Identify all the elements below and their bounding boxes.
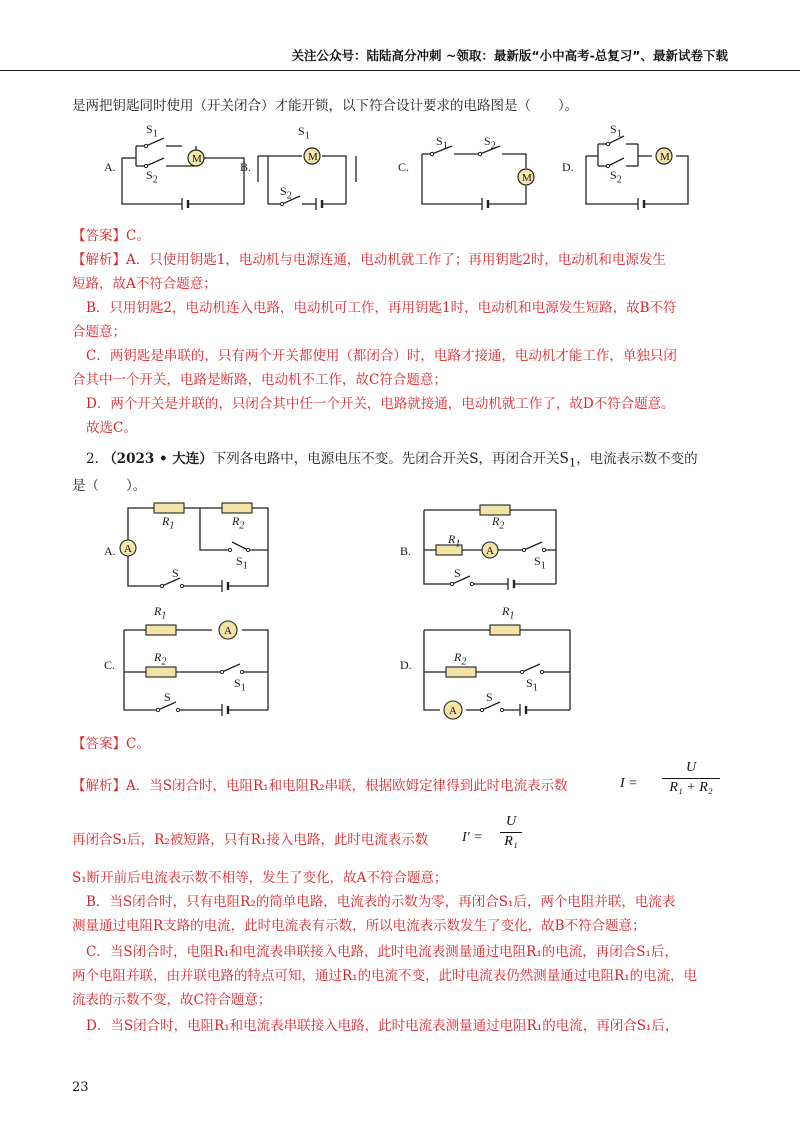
q2-b-r2: $R_2$ xyxy=(492,514,505,532)
page-number: 23 xyxy=(72,1080,89,1095)
q2-stem-2: 是（ ）。 xyxy=(72,478,147,494)
q1-option-a: A. xyxy=(104,160,116,174)
q1-answer: 【答案】C。 xyxy=(72,228,150,244)
q2-d-r2: $R_2$ xyxy=(454,650,467,668)
q1-option-b: B. xyxy=(240,160,252,174)
q1-option-c: C. xyxy=(398,160,410,174)
q1-d-s1: $S_1$ xyxy=(610,122,622,140)
q1-circuit-b xyxy=(258,156,356,210)
ammeter-b-label: A xyxy=(486,545,494,557)
motor-b-label: M xyxy=(308,151,318,163)
q2-d-r1: $R_1$ xyxy=(502,604,515,622)
q2-analysis-a1: 【解析】A．当S闭合时，电阻R₁和电阻R₂串联，根据欧姆定律得到此时电流表示数 xyxy=(72,778,568,794)
q1-b-s1: $S_1$ xyxy=(298,124,310,142)
q2-b-s: S xyxy=(454,566,461,580)
q1-circuit-d xyxy=(586,136,688,210)
q2-option-d: D. xyxy=(400,658,412,672)
q2-b-s1: $S_1$ xyxy=(534,554,546,572)
q1-analysis-4: 合题意； xyxy=(72,324,126,340)
q1-circuit-a xyxy=(122,138,244,210)
q2-analysis-8: 流表的示数不变，故C符合题意； xyxy=(72,992,272,1008)
motor-c-label: M xyxy=(522,172,532,184)
ammeter-a-label: A xyxy=(124,543,132,555)
q2-analysis-3: S₁断开前后电流表示数不相等，发生了变化，故A不符合题意； xyxy=(72,870,448,886)
q2-c-s1: $S_1$ xyxy=(234,676,246,694)
q1-option-d: D. xyxy=(562,160,574,174)
q2-c-r1: $R_1$ xyxy=(154,604,167,622)
q2-option-a: A. xyxy=(104,544,116,558)
ammeter-c-label: A xyxy=(224,625,232,637)
q2-analysis-6: C．当S闭合时，电阻R₁和电流表串联接入电路，此时电流表测量通过电阻R₁的电流，再闭合S₁后， xyxy=(86,944,678,960)
q1-analysis-3: B．只用钥匙2，电动机连入电路，电动机可工作，再用钥匙1时，电动机和电源发生短路，故B不符 xyxy=(86,300,677,316)
header-text: 关注公众号：陆陆高分冲刺 ~领取：最新版“小中高考-总复习”、最新试卷下载 xyxy=(291,48,728,63)
q2-analysis-a2: 再闭合S₁后，R₂被短路，只有R₁接入电路，此时电流表示数 xyxy=(72,832,429,848)
q2-a-r1: $R_1$ xyxy=(162,514,175,532)
q1-c-s2: $S_2$ xyxy=(484,134,496,152)
q1-c-s1: $S_1$ xyxy=(436,134,448,152)
q2-analysis-4: B．当S闭合时，只有电阻R₂的简单电路，电流表的示数为零，再闭合S₁后，两个电阻并联，电流表 xyxy=(86,894,676,910)
q1-a-s2: $S_2$ xyxy=(146,168,158,186)
q2-a-r2: $R_2$ xyxy=(232,514,245,532)
formula-2: I′ = U R₁ xyxy=(462,830,483,846)
q1-d-s2: $S_2$ xyxy=(610,168,622,186)
q1-analysis-1: 【解析】A．只使用钥匙1，电动机与电源连通，电动机就工作了；再用钥匙2时，电动机和电源发生 xyxy=(72,252,666,268)
motor-d-label: M xyxy=(660,151,670,163)
q2-stem: 2. （2023 • 大连）下列各电路中，电源电压不变。先闭合开关S，再闭合开关$S_1$，电流表示数不变的 xyxy=(86,448,698,470)
q2-b-r1: $R_1$ xyxy=(448,532,461,550)
q1-analysis-8: 故选C。 xyxy=(86,420,137,436)
q1-analysis-6: 合其中一个开关，电路是断路，电动机不工作，故C符合题意； xyxy=(72,372,447,388)
q2-a-s1: $S_1$ xyxy=(236,554,248,572)
q1-b-s2: $S_2$ xyxy=(280,184,292,202)
formula-1: I = U R₁ + R₂ xyxy=(620,776,638,792)
q2-d-s1: $S_1$ xyxy=(526,676,538,694)
q1-stem: 是两把钥匙同时使用（开关闭合）才能开锁，以下符合设计要求的电路图是（ ）。 xyxy=(72,98,579,114)
q2-d-s: S xyxy=(486,690,493,704)
q2-a-s: S xyxy=(172,566,179,580)
q1-analysis-5: C．两钥匙是串联的，只有两个开关都使用（都闭合）时，电路才接通，电动机才能工作，单独只闭 xyxy=(86,348,677,364)
q2-answer: 【答案】C。 xyxy=(72,736,150,752)
q2-analysis-5: 测量通过电阻R支路的电流，此时电流表有示数，所以电流表示数发生了变化，故B不符合题意； xyxy=(72,918,646,934)
q2-analysis-9: D．当S闭合时，电阻R₁和电流表串联接入电路，此时电流表测量通过电阻R₁的电流，再闭合S₁后， xyxy=(86,1018,679,1034)
q2-c-s: S xyxy=(164,690,171,704)
q2-c-r2: $R_2$ xyxy=(154,650,167,668)
q1-circuit-c xyxy=(422,146,526,210)
q1-a-s1: $S_1$ xyxy=(146,122,158,140)
ammeter-d-label: A xyxy=(449,705,457,717)
q2-option-b: B. xyxy=(400,544,412,558)
q2-option-c: C. xyxy=(104,658,116,672)
q2-analysis-7: 两个电阻并联，由并联电路的特点可知，通过R₁的电流不变，此时电流表仍然测量通过电阻R₁的电流，电 xyxy=(72,968,698,984)
motor-a-label: M xyxy=(192,153,202,165)
page-header xyxy=(0,44,800,71)
q1-analysis-2: 短路，故A不符合题意； xyxy=(72,276,217,292)
q1-analysis-7: D．两个开关是并联的，只闭合其中任一个开关，电路就接通，电动机就工作了，故D不符合题意。 xyxy=(86,396,675,412)
